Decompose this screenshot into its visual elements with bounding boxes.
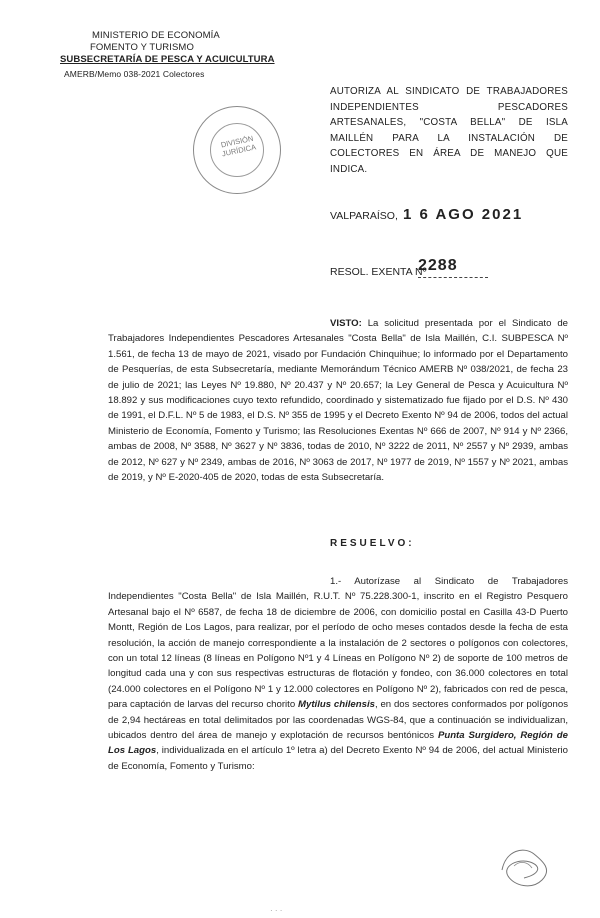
species-name: Mytilus chilensis — [298, 699, 375, 711]
resolution-underline — [418, 277, 488, 278]
article-1 — [108, 574, 568, 774]
visto-paragraph — [108, 316, 568, 485]
resolution-label: RESOL. EXENTA Nº — [330, 266, 427, 278]
subsecretaria-name: SUBSECRETARÍA DE PESCA Y ACUICULTURA — [60, 54, 275, 65]
resuelvo-heading: RESUELVO: — [330, 538, 415, 549]
article-1-text-b: , en dos sectores conformados por polígonos de 2,94 hectáreas en total delimitados por las coordenadas WGS-84, que a continuación se individualizan, ubicados dentro del área de manejo y explotación de recursos bentónicos — [108, 699, 568, 742]
juridica-stamp — [193, 106, 281, 194]
memo-reference: AMERB/Memo 038-2021 Colectores — [64, 69, 205, 79]
area-name: Punta Surgidero, Región de Los Lagos — [108, 730, 568, 757]
visto-label: VISTO: — [330, 318, 362, 329]
article-1-text-a: 1.- Autorízase al Sindicato de Trabajadores Independientes "Costa Bella" de Isla Maillén, R.U.T. Nº 75.228.300-1, inscrito en el Registro Pesquero Artesanal bajo el Nº 6587, de fecha 18 de diciembre de 2006, con domicilio postal en Casilla 43-D Puerto Montt, Región de Los Lagos, para realizar, por el período de ocho meses contados desde la fecha de esta resolución, la acción de manejo correspondiente a la instalación de 2 sectores o polígonos con colectores, con un total 12 líneas (8 líneas en Polígono Nº1 y 4 Líneas en Polígono Nº 2) de soporte de 100 metros de longitud cada una y con sus respectivas estructuras de flotación y fondeo, con 36.000 colectores en total (24.000 colectores en el Polígono Nº 1 y 12.000 colectores en Polígono Nº 2), fabricados con red de pesca, para captación de larvas del recurso chorito — [108, 576, 568, 711]
resolution-summary: AUTORIZA AL SINDICATO DE TRABAJADORES INDEPENDIENTES PESCADORES ARTESANALES, "COSTA BELLA" DE ISLA MAILLÉN PARA LA INSTALACIÓN DE COLECTORES EN ÁREA DE MANEJO QUE INDICA. — [330, 86, 568, 175]
visto-text: La solicitud presentada por el Sindicato de Trabajadores Independientes Pescadores Artesanales "Costa Bella" de Isla Maillén, C.I. SUBPESCA Nº 1.561, de fecha 13 de mayo de 2021, visado por Fundación Chinquihue; lo informado por el Departamento de Pesquerías, de esta Subsecretaría, mediante Memorándum Técnico AMERB Nº 038/2021, de fecha 23 de julio de 2021; las Leyes Nº 19.880, Nº 20.437 y Nº 20.657; la Ley General de Pesca y Acuicultura Nº 18.892 y sus modificaciones cuyo texto refundido, coordinado y sistematizado fue fijado por el D.S. Nº 430 de 1991, el D.F.L. Nº 5 de 1983, el D.S. Nº 355 de 1995 y el Decreto Exento Nº 94 de 2006, todos del actual Ministerio de Economía, Fomento y Turismo; las Resoluciones Exentas Nº 666 de 2007, Nº 914 y Nº 2366, ambas de 2008, Nº 3588, Nº 3627 y Nº 3836, todas de 2010, Nº 3222 de 2011, Nº 2557 y Nº 2939, ambas de 2012, Nº 627 y Nº 2349, ambas de 2016, Nº 3063 de 2017, Nº 1977 de 2019, Nº 1557 y Nº 2021, ambas de 2019, y Nº E-2020-405 de 2020, todas de esta Subsecretaría. — [108, 318, 568, 484]
place: VALPARAÍSO, — [330, 210, 398, 222]
ministry-subname: FOMENTO Y TURISMO — [90, 42, 194, 53]
page-mark: · · · — [270, 906, 283, 915]
article-1-text-c: , individualizada en el artículo 1º letra a) del Decreto Exento Nº 94 de 2006, del actual Ministerio de Economía, Fomento y Turismo: — [108, 745, 568, 772]
stamp-text: DIVISIÓN JURÍDICA — [220, 133, 257, 159]
initials-signature — [494, 840, 556, 892]
resolution-number: 2288 — [418, 257, 458, 274]
ministry-header — [60, 30, 275, 80]
ministry-name: MINISTERIO DE ECONOMÍA — [92, 30, 220, 41]
date-stamp: 1 6 AGO 2021 — [403, 206, 524, 223]
